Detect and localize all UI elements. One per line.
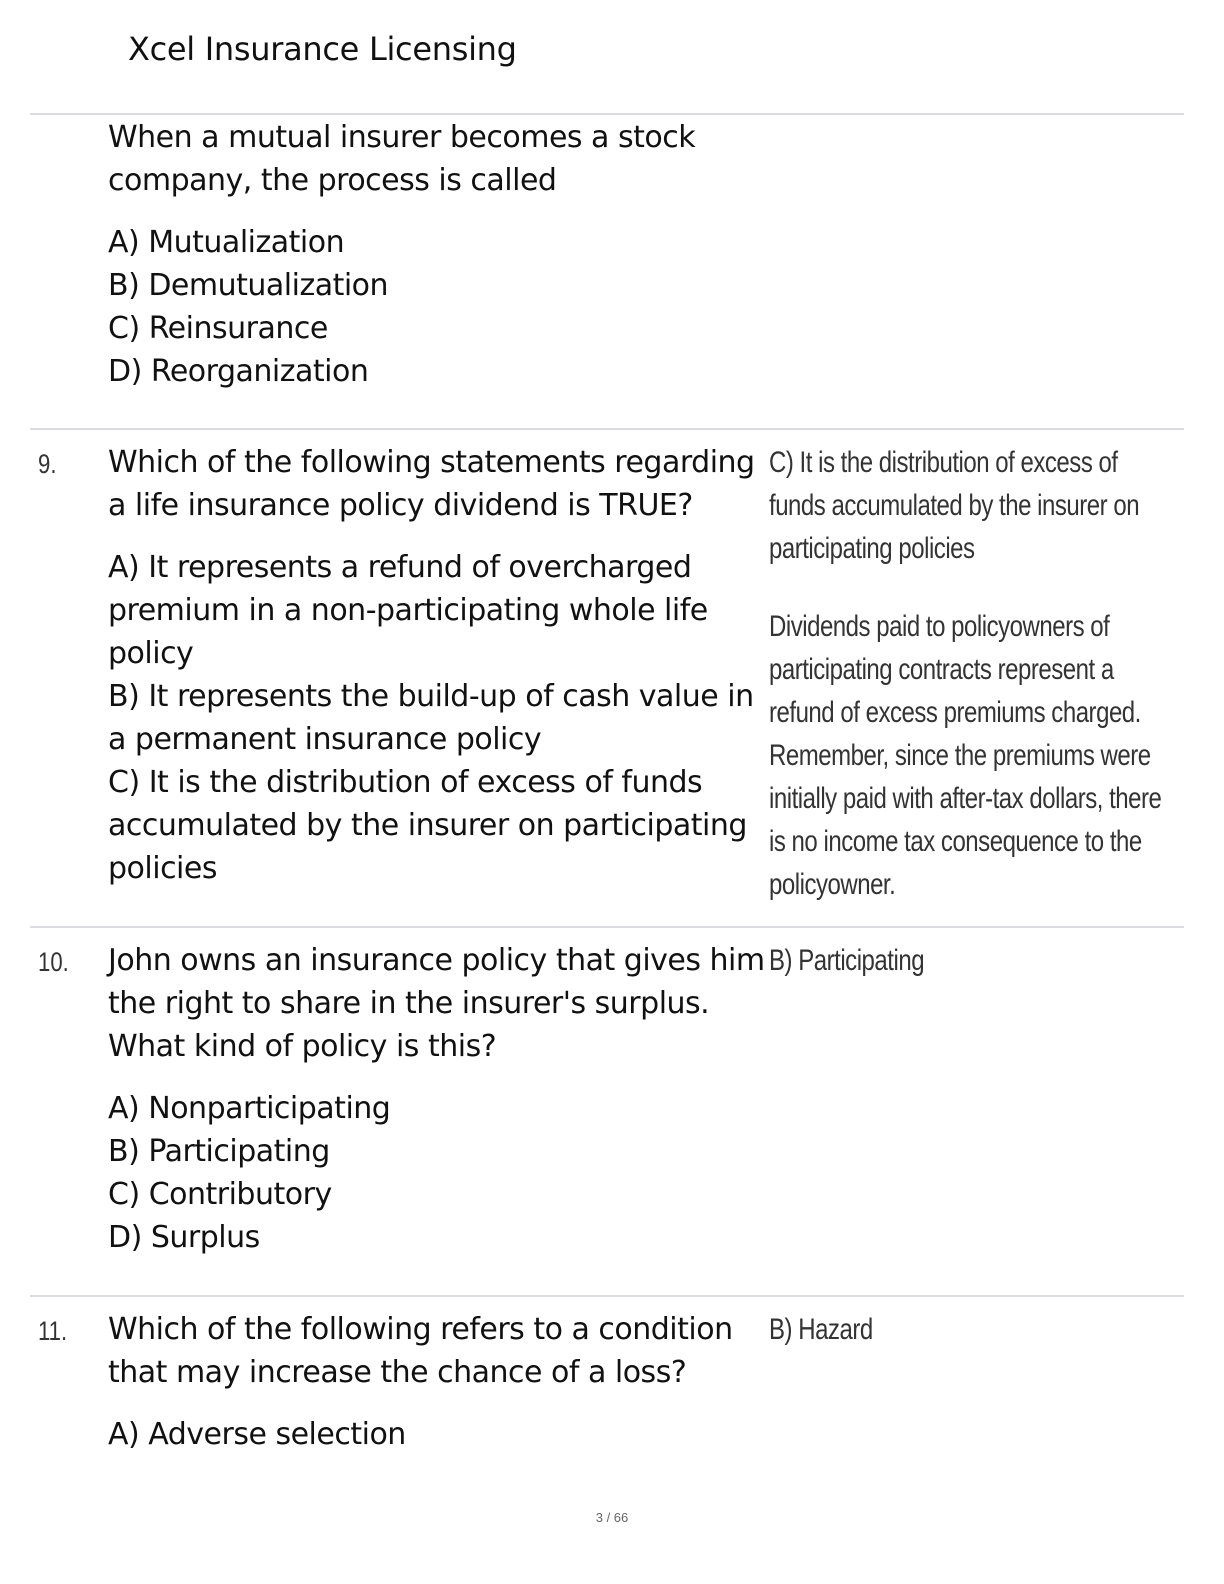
question-text: Which of the following statements regarding a life insurance policy dividend is TRUE? (108, 445, 755, 523)
divider (30, 113, 1184, 115)
question-text: When a mutual insurer becomes a stock company, the process is called (108, 120, 696, 198)
option-list (108, 1087, 768, 1259)
answer-explanation: Dividends paid to policyowners of participating contracts represent a refund of excess premiums charged. Remember, since the premiums were initially paid with after-tax dollars, there is no income tax consequence to the policyowner. (769, 610, 1162, 901)
option-list (108, 221, 768, 393)
option-c: C) Contributory (108, 1177, 332, 1212)
option-a: A) Adverse selection (108, 1417, 406, 1452)
answer-text: B) Hazard (769, 1313, 873, 1346)
question-text: Which of the following refers to a condition that may increase the chance of a loss? (108, 1312, 733, 1390)
answer-column (769, 939, 1163, 982)
option-d: D) Surplus (108, 1220, 260, 1255)
option-a: A) Nonparticipating (108, 1091, 391, 1126)
question-block (108, 441, 768, 890)
option-b: B) Participating (108, 1134, 330, 1169)
option-d: D) Reorganization (108, 354, 369, 389)
option-a: A) It represents a refund of overcharged premium in a non-participating whole life policy (108, 550, 708, 671)
answer-text: B) Participating (769, 944, 925, 977)
option-b: B) It represents the build-up of cash value in a permanent insurance policy (108, 679, 754, 757)
divider (30, 1295, 1184, 1297)
question-text: John owns an insurance policy that gives him the right to share in the insurer's surplus. What kind of policy is this? (108, 943, 765, 1064)
question-block (108, 939, 768, 1259)
option-list (108, 546, 768, 890)
page-number: 3 / 66 (595, 1510, 629, 1525)
answer-text: C) It is the distribution of excess of funds accumulated by the insurer on participating policies (769, 446, 1140, 565)
question-number: 10. (38, 947, 69, 977)
answer-column (769, 1308, 1163, 1351)
divider (30, 428, 1184, 430)
divider (30, 926, 1184, 928)
answer-column (769, 441, 1163, 906)
page-header-title: Xcel Insurance Licensing (128, 30, 517, 68)
question-number: 9. (38, 449, 57, 479)
option-c: C) It is the distribution of excess of funds accumulated by the insurer on participating policies (108, 765, 747, 886)
option-b: B) Demutualization (108, 268, 389, 303)
question-block (108, 116, 768, 393)
option-list (108, 1413, 768, 1456)
option-a: A) Mutualization (108, 225, 345, 260)
option-c: C) Reinsurance (108, 311, 328, 346)
question-block (108, 1308, 768, 1456)
question-number: 11. (38, 1316, 68, 1346)
